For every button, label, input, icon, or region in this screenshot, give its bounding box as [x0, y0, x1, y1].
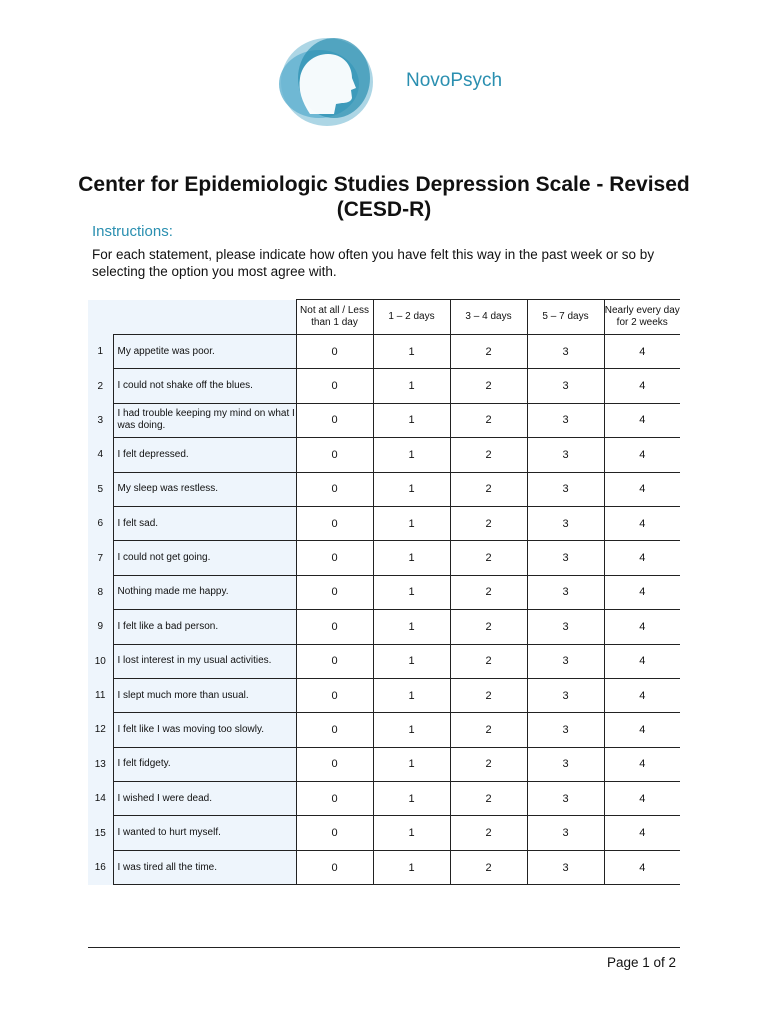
item-statement: I felt like a bad person. [113, 610, 296, 644]
table-row [88, 335, 680, 369]
score-option[interactable]: 3 [527, 850, 604, 884]
table-row [88, 369, 680, 403]
score-option[interactable]: 4 [604, 713, 680, 747]
score-option[interactable]: 4 [604, 335, 680, 369]
score-option[interactable]: 3 [527, 816, 604, 850]
score-option[interactable]: 4 [604, 472, 680, 506]
score-option[interactable]: 3 [527, 610, 604, 644]
item-number: 7 [88, 541, 113, 575]
score-option[interactable]: 0 [296, 713, 373, 747]
score-option[interactable]: 1 [373, 369, 450, 403]
score-option[interactable]: 0 [296, 506, 373, 540]
score-option[interactable]: 0 [296, 472, 373, 506]
score-option[interactable]: 3 [527, 335, 604, 369]
item-statement: I felt depressed. [113, 438, 296, 472]
page-number: Page 1 of 2 [606, 955, 676, 970]
head-logo-icon [272, 32, 382, 132]
column-header: Nearly every day for 2 weeks [604, 300, 680, 335]
score-option[interactable]: 1 [373, 472, 450, 506]
score-option[interactable]: 3 [527, 678, 604, 712]
item-number: 8 [88, 575, 113, 609]
table-row [88, 541, 680, 575]
score-option[interactable]: 1 [373, 438, 450, 472]
header-blank [113, 300, 296, 335]
score-option[interactable]: 1 [373, 782, 450, 816]
score-option[interactable]: 0 [296, 610, 373, 644]
score-option[interactable]: 2 [450, 747, 527, 781]
column-header: 1 – 2 days [373, 300, 450, 335]
score-option[interactable]: 2 [450, 369, 527, 403]
score-option[interactable]: 1 [373, 644, 450, 678]
item-statement: I felt like I was moving too slowly. [113, 713, 296, 747]
score-option[interactable]: 1 [373, 335, 450, 369]
item-number: 9 [88, 610, 113, 644]
table-row [88, 816, 680, 850]
score-option[interactable]: 1 [373, 713, 450, 747]
score-option[interactable]: 2 [450, 506, 527, 540]
score-option[interactable]: 0 [296, 575, 373, 609]
score-option[interactable]: 4 [604, 541, 680, 575]
score-option[interactable]: 2 [450, 678, 527, 712]
item-statement: My appetite was poor. [113, 335, 296, 369]
score-option[interactable]: 4 [604, 403, 680, 437]
score-option[interactable]: 0 [296, 644, 373, 678]
score-option[interactable]: 0 [296, 816, 373, 850]
item-number: 16 [88, 850, 113, 884]
item-number: 4 [88, 438, 113, 472]
table-row [88, 403, 680, 437]
item-statement: Nothing made me happy. [113, 575, 296, 609]
score-option[interactable]: 2 [450, 850, 527, 884]
score-option[interactable]: 2 [450, 335, 527, 369]
item-number: 14 [88, 782, 113, 816]
score-option[interactable]: 2 [450, 816, 527, 850]
score-option[interactable]: 4 [604, 850, 680, 884]
table-row [88, 678, 680, 712]
item-number: 2 [88, 369, 113, 403]
item-statement: I had trouble keeping my mind on what I was doing. [113, 403, 296, 437]
score-option[interactable]: 0 [296, 747, 373, 781]
score-option[interactable]: 0 [296, 335, 373, 369]
item-statement: I could not get going. [113, 541, 296, 575]
item-statement: I could not shake off the blues. [113, 369, 296, 403]
table-row [88, 747, 680, 781]
score-option[interactable]: 0 [296, 678, 373, 712]
score-option[interactable]: 0 [296, 403, 373, 437]
score-option[interactable]: 2 [450, 782, 527, 816]
score-option[interactable]: 2 [450, 472, 527, 506]
score-option[interactable]: 4 [604, 610, 680, 644]
score-option[interactable]: 0 [296, 541, 373, 575]
table-row [88, 850, 680, 884]
score-option[interactable]: 1 [373, 610, 450, 644]
item-statement: I wished I were dead. [113, 782, 296, 816]
table-row [88, 438, 680, 472]
item-statement: I felt fidgety. [113, 747, 296, 781]
score-option[interactable]: 1 [373, 816, 450, 850]
item-statement: I wanted to hurt myself. [113, 816, 296, 850]
score-option[interactable]: 1 [373, 575, 450, 609]
score-option[interactable]: 0 [296, 782, 373, 816]
score-option[interactable]: 1 [373, 747, 450, 781]
score-option[interactable]: 3 [527, 713, 604, 747]
table-row [88, 472, 680, 506]
score-option[interactable]: 1 [373, 678, 450, 712]
column-header: 5 – 7 days [527, 300, 604, 335]
item-number: 10 [88, 644, 113, 678]
score-option[interactable]: 3 [527, 541, 604, 575]
item-number: 15 [88, 816, 113, 850]
score-option[interactable]: 3 [527, 644, 604, 678]
item-number: 1 [88, 335, 113, 369]
score-option[interactable]: 3 [527, 438, 604, 472]
header-blank [88, 300, 113, 335]
score-option[interactable]: 4 [604, 782, 680, 816]
score-option[interactable]: 2 [450, 575, 527, 609]
item-number: 6 [88, 506, 113, 540]
footer-divider [88, 947, 680, 948]
table-header-row [88, 300, 680, 335]
column-header: Not at all / Less than 1 day [296, 300, 373, 335]
score-option[interactable]: 3 [527, 747, 604, 781]
score-option[interactable]: 4 [604, 816, 680, 850]
score-option[interactable]: 4 [604, 678, 680, 712]
item-number: 13 [88, 747, 113, 781]
item-statement: I was tired all the time. [113, 850, 296, 884]
logo [272, 32, 532, 132]
item-statement: I felt sad. [113, 506, 296, 540]
score-option[interactable]: 2 [450, 644, 527, 678]
table-row [88, 644, 680, 678]
score-option[interactable]: 1 [373, 506, 450, 540]
item-statement: I slept much more than usual. [113, 678, 296, 712]
table-row [88, 610, 680, 644]
score-option[interactable]: 4 [604, 747, 680, 781]
score-option[interactable]: 2 [450, 403, 527, 437]
score-option[interactable]: 4 [604, 575, 680, 609]
instructions-heading: Instructions: [92, 223, 173, 240]
score-option[interactable]: 0 [296, 369, 373, 403]
item-number: 5 [88, 472, 113, 506]
score-option[interactable]: 3 [527, 403, 604, 437]
item-number: 12 [88, 713, 113, 747]
page-title: Center for Epidemiologic Studies Depression Scale - Revised (CESD-R) [78, 173, 690, 221]
score-option[interactable]: 4 [604, 438, 680, 472]
instructions-text: For each statement, please indicate how often you have felt this way in the past week or so by selecting the option you most agree with. [92, 247, 655, 279]
brand-name: NovoPsych [406, 70, 503, 91]
score-option[interactable]: 0 [296, 438, 373, 472]
item-statement: I lost interest in my usual activities. [113, 644, 296, 678]
score-option[interactable]: 0 [296, 850, 373, 884]
table-row [88, 575, 680, 609]
score-option[interactable]: 1 [373, 850, 450, 884]
score-option[interactable]: 4 [604, 506, 680, 540]
item-number: 11 [88, 678, 113, 712]
item-statement: My sleep was restless. [113, 472, 296, 506]
score-option[interactable]: 3 [527, 369, 604, 403]
score-option[interactable]: 2 [450, 541, 527, 575]
score-option[interactable]: 4 [604, 644, 680, 678]
column-header: 3 – 4 days [450, 300, 527, 335]
score-option[interactable]: 3 [527, 782, 604, 816]
table-row [88, 782, 680, 816]
score-option[interactable]: 2 [450, 713, 527, 747]
score-option[interactable]: 4 [604, 369, 680, 403]
scale-table [88, 299, 680, 885]
score-option[interactable]: 3 [527, 575, 604, 609]
table-row [88, 713, 680, 747]
table-row [88, 506, 680, 540]
score-option[interactable]: 1 [373, 403, 450, 437]
score-option[interactable]: 2 [450, 438, 527, 472]
score-option[interactable]: 2 [450, 610, 527, 644]
score-option[interactable]: 3 [527, 506, 604, 540]
score-option[interactable]: 3 [527, 472, 604, 506]
score-option[interactable]: 1 [373, 541, 450, 575]
item-number: 3 [88, 403, 113, 437]
